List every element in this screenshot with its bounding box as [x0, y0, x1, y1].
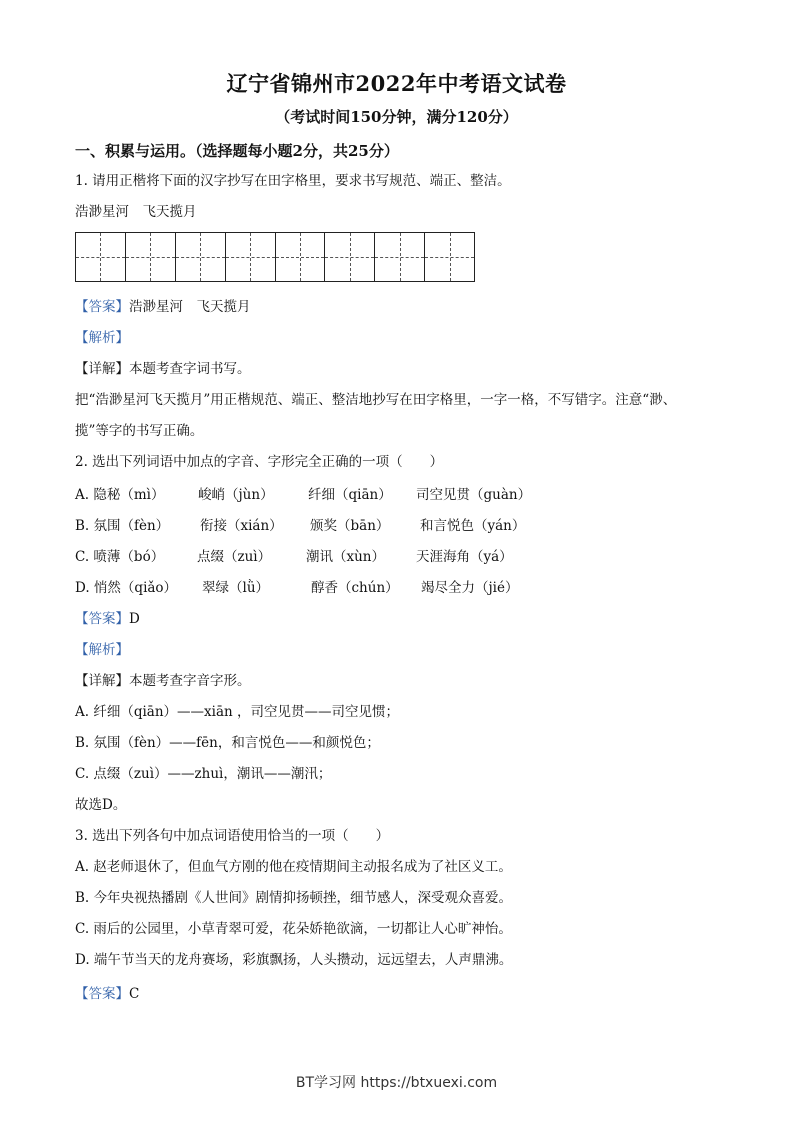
q2-option-a-2: 峻峭（jùn） [198, 487, 274, 503]
q2-explain-c: C. 点缀（zuì）——zhuì，潮讯——潮汛； [75, 766, 332, 782]
q2-stem: 2. 选出下列词语中加点的字音、字形完全正确的一项（ ） [75, 454, 444, 470]
q1-analysis-tag: 【解析】 [75, 330, 129, 346]
answer-tag: 【答案】 [75, 986, 129, 1002]
grid-cell [425, 233, 474, 281]
q2-option-a-3: 纤细（qiān） [308, 487, 392, 503]
footer-watermark: BT学习网 https://btxuexi.com [295, 1075, 498, 1091]
grid-cell [276, 233, 326, 281]
q2-analysis-tag: 【解析】 [75, 642, 129, 658]
answer-text: C [129, 986, 140, 1002]
q2-detail: 【详解】本题考查字音字形。 [75, 673, 251, 689]
q2-option-d-2: 翠绿（lǜ） [202, 580, 270, 596]
q2-option-b-2: 衔接（xián） [200, 518, 283, 534]
q1-text: 浩渺星河 飞天揽月 [75, 204, 197, 220]
grid-cell [325, 233, 375, 281]
q2-option-c-1: C. 喷薄（bó） [75, 549, 165, 565]
grid-cell [375, 233, 425, 281]
q2-option-a-4: 司空见贯（guàn） [416, 487, 532, 503]
page-title: 辽宁省锦州市2022年中考语文试卷 [226, 71, 567, 96]
q2-explain-b: B. 氛围（fèn）——fēn，和言悦色——和颜悦色； [75, 735, 380, 751]
q2-option-d-4: 竭尽全力（jié） [421, 580, 519, 596]
q2-option-c-4: 天涯海角（yá） [416, 549, 513, 565]
q1-stem: 1. 请用正楷将下面的汉字抄写在田字格里，要求书写规范、端正、整洁。 [75, 173, 511, 189]
answer-text: 浩渺星河 飞天揽月 [129, 299, 251, 315]
q2-option-c-3: 潮讯（xùn） [306, 549, 386, 565]
q2-conclusion: 故选D。 [75, 797, 127, 813]
q1-detail: 【详解】本题考查字词书写。 [75, 361, 251, 377]
q3-option-b: B. 今年央视热播剧《人世间》剧情抑扬顿挫，细节感人，深受观众喜爱。 [75, 890, 513, 906]
q1-answer [75, 298, 251, 316]
q1-explanation-line1: 把“浩渺星河飞天揽月”用正楷规范、端正、整洁地抄写在田字格里，一字一格，不写错字。注意“渺、 [75, 392, 677, 408]
answer-tag: 【答案】 [75, 299, 129, 315]
q2-option-a-1: A. 隐秘（mì） [75, 487, 165, 503]
grid-cell [226, 233, 276, 281]
q2-option-b-1: B. 氛围（fèn） [75, 518, 170, 534]
q3-option-c: C. 雨后的公园里，小草青翠可爱，花朵娇艳欲滴，一切都让人心旷神怡。 [75, 921, 512, 937]
q2-option-c-2: 点缀（zuì） [197, 549, 272, 565]
q2-option-d-3: 醇香（chún） [311, 580, 399, 596]
grid-cell [176, 233, 226, 281]
answer-text: D [129, 611, 140, 627]
section-heading: 一、积累与运用。（选择题每小题2分，共25分） [75, 142, 399, 160]
tianzige-grid [75, 232, 475, 282]
q2-explain-a: A. 纤细（qiān）——xiān ，司空见贯——司空见惯； [75, 704, 399, 720]
q3-answer [75, 985, 139, 1003]
answer-tag: 【答案】 [75, 611, 129, 627]
q3-option-a: A. 赵老师退休了，但血气方刚的他在疫情期间主动报名成为了社区义工。 [75, 859, 512, 875]
q2-option-b-3: 颁奖（bān） [310, 518, 390, 534]
exam-subtitle: （考试时间150分钟，满分120分） [275, 108, 518, 126]
q3-option-d: D. 端午节当天的龙舟赛场，彩旗飘扬，人头攒动，远远望去，人声鼎沸。 [75, 952, 513, 968]
grid-cell [76, 233, 126, 281]
q2-option-d-1: D. 悄然（qiǎo） [75, 580, 178, 596]
q2-answer [75, 610, 140, 628]
q2-option-b-4: 和言悦色（yán） [420, 518, 526, 534]
grid-cell [126, 233, 176, 281]
q1-explanation-line2: 揽”等字的书写正确。 [75, 423, 204, 439]
q3-stem: 3. 选出下列各句中加点词语使用恰当的一项（ ） [75, 828, 390, 844]
